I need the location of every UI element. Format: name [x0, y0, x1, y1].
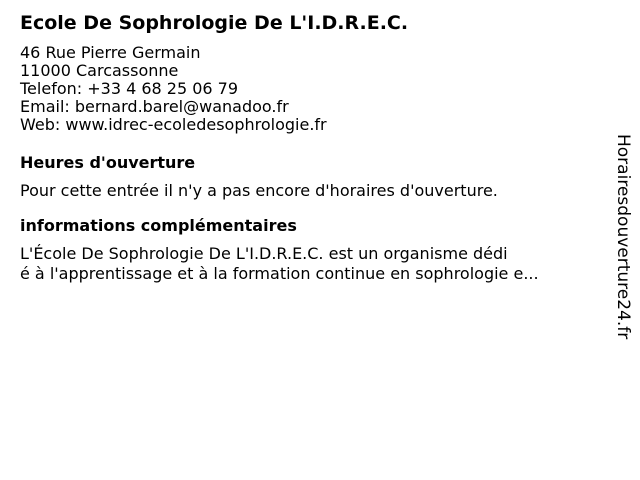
city-postal: 11000 Carcassonne [20, 61, 179, 80]
additional-info-heading: informations complémentaires [20, 216, 297, 235]
phone-number: Telefon: +33 4 68 25 06 79 [20, 79, 239, 98]
site-brand-vertical [612, 134, 634, 374]
listing-card [20, 10, 610, 284]
additional-info-line: é à l'apprentissage et à la formation continue en sophrologie e... [20, 264, 539, 283]
additional-info-text [20, 244, 610, 284]
email-address: Email: bernard.barel@wanadoo.fr [20, 97, 289, 116]
site-brand-label: Horairesdouverture24.fr [613, 134, 633, 340]
additional-info-line: L'École De Sophrologie De L'I.D.R.E.C. est un organisme dédi [20, 244, 508, 263]
website: Web: www.idrec-ecoledesophrologie.fr [20, 115, 327, 134]
opening-hours-heading: Heures d'ouverture [20, 153, 196, 172]
business-name: Ecole De Sophrologie De L'I.D.R.E.C. [20, 12, 409, 34]
address-block [20, 44, 610, 134]
opening-hours-text: Pour cette entrée il n'y a pas encore d'horaires d'ouverture. [20, 181, 498, 200]
street-address: 46 Rue Pierre Germain [20, 43, 201, 62]
